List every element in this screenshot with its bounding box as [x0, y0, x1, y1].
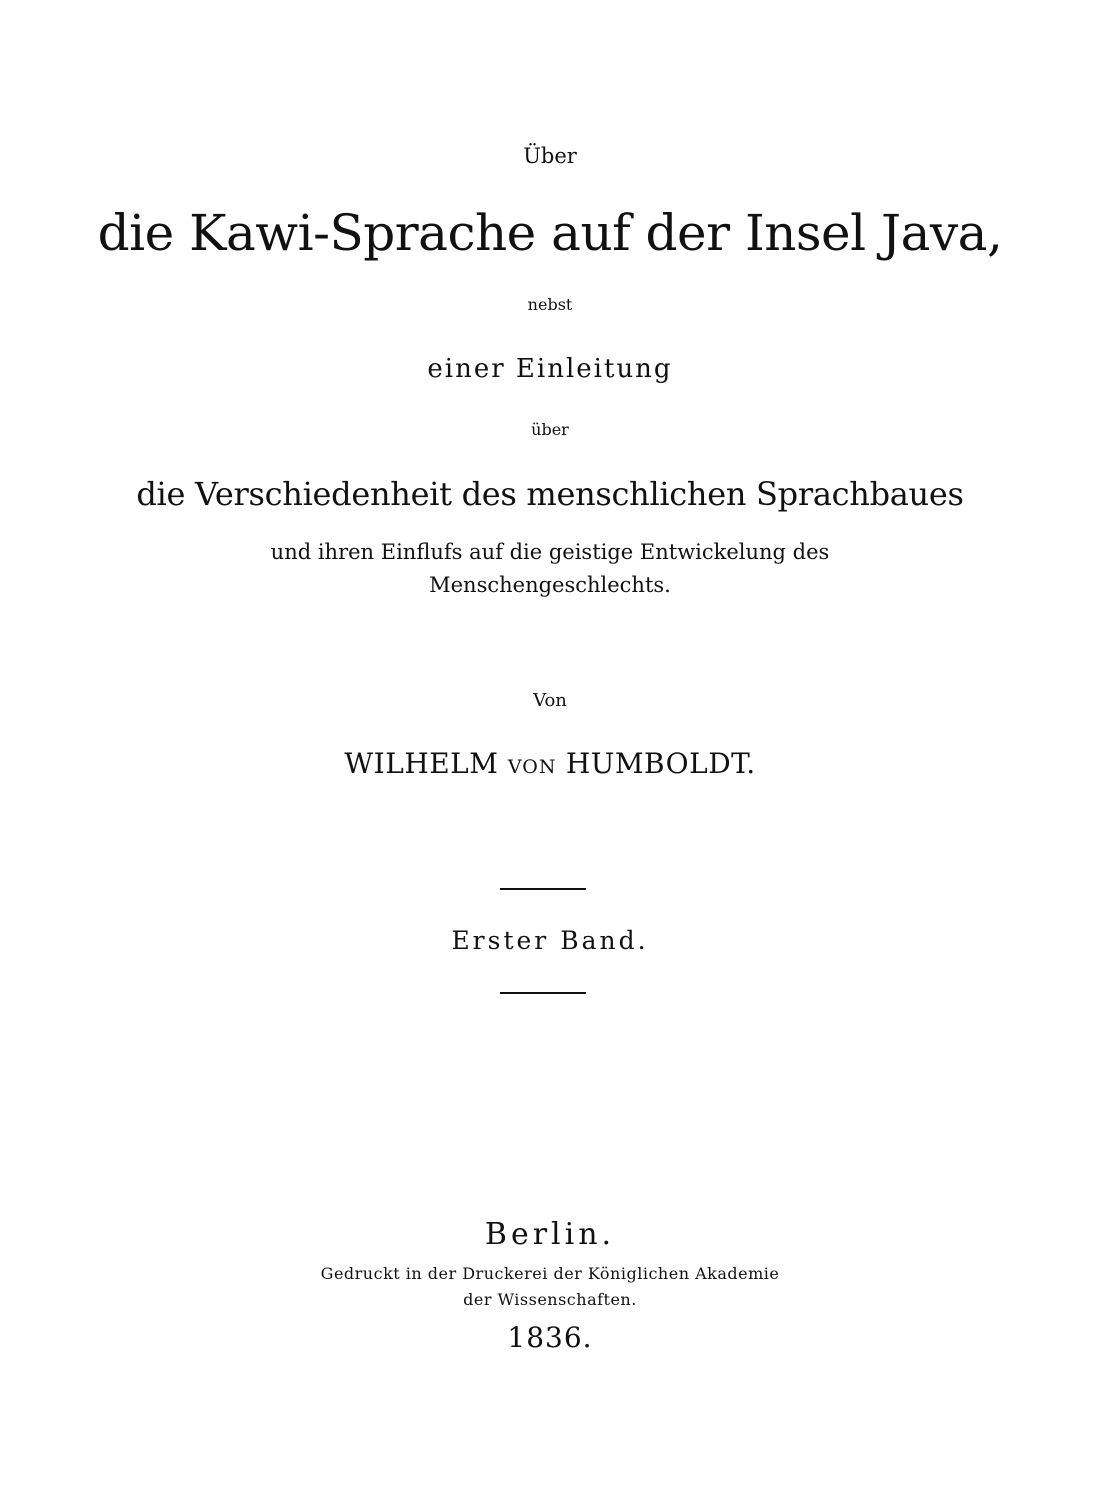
divider-rule-top: [500, 888, 586, 890]
author-name: [0, 747, 1100, 780]
imprint-printer-line-1: Gedruckt in der Druckerei der Königlichen Akademie: [320, 1264, 780, 1283]
author-first-name: WILHELM: [344, 747, 499, 780]
author-last-name: HUMBOLDT.: [565, 747, 756, 780]
connector-uber: über: [531, 420, 569, 439]
author-particle: VON: [507, 756, 557, 778]
subtitle-continuation-2: Menschengeschlechts.: [429, 573, 671, 597]
imprint-printer-line-2: der Wissenschaften.: [463, 1290, 637, 1309]
subtitle: die Verschiedenheit des menschlichen Sprachbaues: [136, 475, 964, 513]
volume-label: Erster Band.: [451, 926, 649, 955]
introduction-line: einer Einleitung: [427, 354, 673, 384]
divider-rule-bottom: [500, 992, 586, 994]
subtitle-continuation-1: und ihren Einflufs auf die geistige Entwickelung des: [270, 540, 830, 564]
heading-uber: Über: [523, 144, 577, 168]
imprint-city: Berlin.: [484, 1217, 616, 1252]
connector-nebst: nebst: [527, 295, 573, 314]
imprint-year: 1836.: [507, 1321, 593, 1354]
main-title: die Kawi-Sprache auf der Insel Java,: [97, 204, 1003, 262]
by-line: Von: [533, 690, 567, 711]
